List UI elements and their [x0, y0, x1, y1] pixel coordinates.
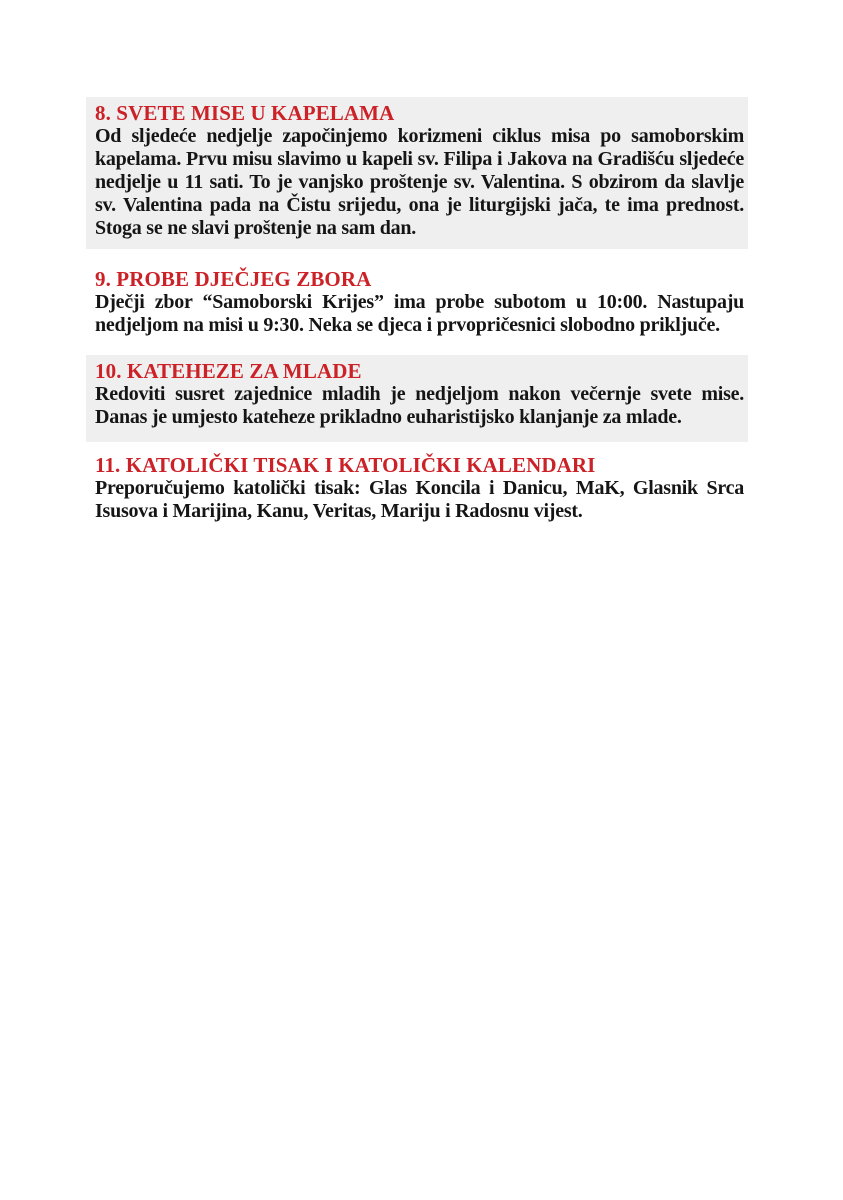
section-heading: 9. PROBE DJEČJEG ZBORA [95, 267, 372, 291]
section-body: Dječji zbor “Samoborski Krijes” ima probe subotom u 10:00. Nastupaju nedjeljom na misi u 9:30. Neka se djeca i prvopričesnici slobodno priključe. [95, 291, 744, 336]
section-heading: 11. KATOLIČKI TISAK I KATOLIČKI KALENDARI [95, 453, 596, 477]
section-body: Redoviti susret zajednice mladih je nedjeljom nakon večernje svete mise. Danas je umjesto kateheze prikladno euharistijsko klanjanje za mlade. [95, 383, 744, 428]
section-katolicki-tisak-i-kalendari [86, 453, 748, 523]
section-body: Od sljedeće nedjelje započinjemo korizmeni ciklus misa po samoborskim kapelama. Prvu misu slavimo u kapeli sv. Filipa i Jakova na Gradišću sljedeće nedjelje u 11 sati. To je vanjsko proštenje sv. Valentina. S obzirom da slavlje sv. Valentina pada na Čistu srijedu, ona je liturgijski jača, te ima prednost. Stoga se ne slavi proštenje na sam dan. [95, 125, 744, 239]
section-body: Preporučujemo katolički tisak: Glas Koncila i Danicu, MaK, Glasnik Srca Isusova i Marijina, Kanu, Veritas, Mariju i Radosnu vijest. [95, 477, 744, 522]
section-heading: 10. KATEHEZE ZA MLADE [95, 359, 362, 383]
announcements-content [86, 97, 748, 523]
section-kateheze-za-mlade [86, 355, 748, 442]
section-heading: 8. SVETE MISE U KAPELAMA [95, 101, 395, 125]
section-probe-djecjeg-zbora [86, 267, 748, 337]
section-svete-mise-u-kapelama [86, 97, 748, 249]
